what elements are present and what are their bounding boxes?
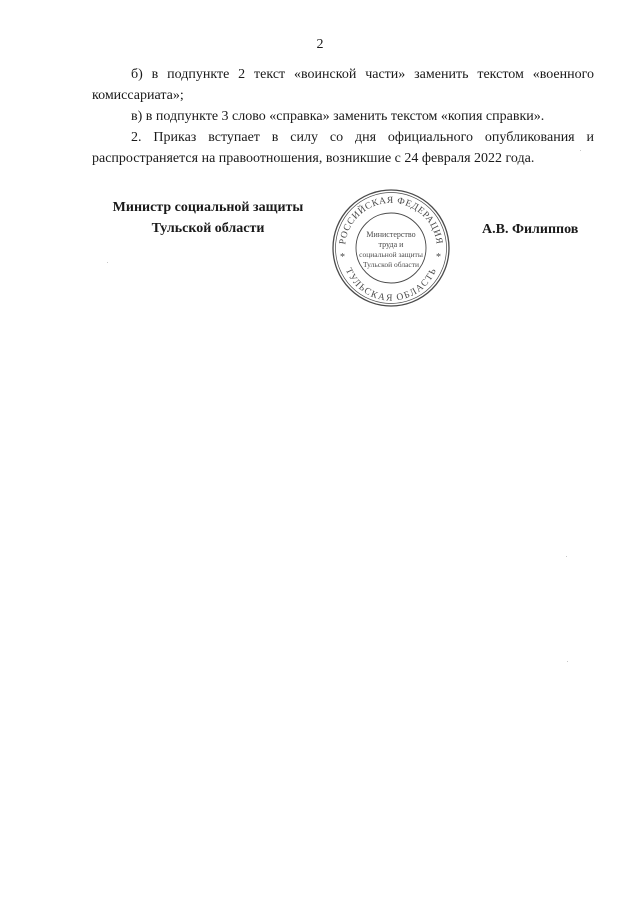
signatory-title-line2: Тульской области <box>151 221 265 236</box>
seal-graphic <box>330 186 452 310</box>
paragraph-v: в) в подпункте 3 слово «справка» заменить текстом «копия справки». <box>131 109 545 124</box>
signatory-name: А.В. Филиппов <box>482 222 579 237</box>
seal-inner-line2: труда и <box>378 240 404 249</box>
scan-speck <box>107 262 108 263</box>
seal-star-left: * <box>340 252 345 263</box>
signatory-title-line1: Министр социальной защиты <box>112 200 304 215</box>
paragraph-2-line1: 2. Приказ вступает в силу со дня официального опубликования и <box>131 130 594 145</box>
scan-speck <box>580 150 581 151</box>
seal-outer-bottom-text: ТУЛЬСКАЯ ОБЛАСТЬ <box>342 266 440 304</box>
paragraph-b-line1: б) в подпункте 2 текст «воинской части» заменить текстом «военного <box>131 67 594 82</box>
scan-speck <box>566 556 567 557</box>
page-number: 2 <box>316 37 324 52</box>
paragraph-b <box>92 64 594 106</box>
paragraph-2 <box>92 127 594 169</box>
document-body <box>92 64 594 169</box>
seal-inner-line3: социальной защиты <box>359 250 423 259</box>
signatory-title <box>98 197 318 239</box>
seal-star-right: * <box>436 252 441 263</box>
seal-inner-line4: Тульской области <box>362 260 420 269</box>
official-seal-stamp <box>330 186 452 310</box>
paragraph-b-line2: комиссариата»; <box>92 88 184 103</box>
svg-text:ТУЛЬСКАЯ ОБЛАСТЬ <box>343 267 439 304</box>
paragraph-2-line2: распространяется на правоотношения, возникшие с 24 февраля 2022 года. <box>92 151 535 166</box>
seal-inner-line1: Министерство <box>366 230 416 239</box>
scan-speck <box>567 661 568 662</box>
seal-outer-top-text: РОССИЙСКАЯ ФЕДЕРАЦИЯ <box>338 195 444 246</box>
